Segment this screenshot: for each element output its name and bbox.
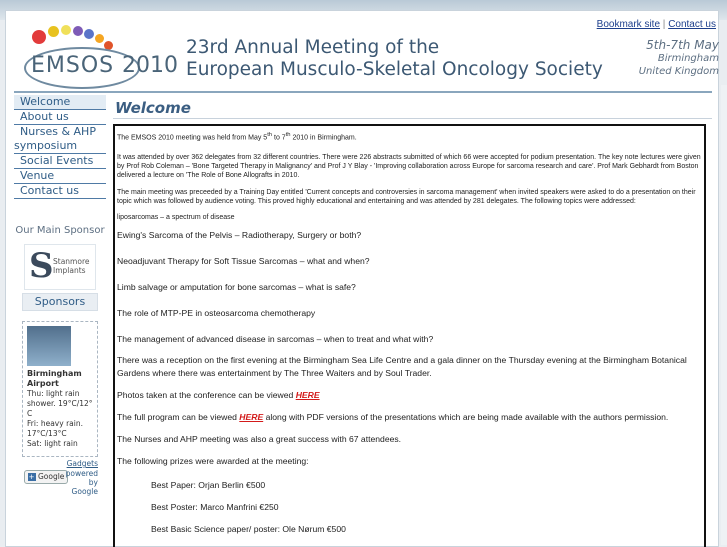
program-paragraph: [115, 411, 704, 424]
stanmore-s-icon: S: [29, 246, 54, 286]
nav-contact-us[interactable]: Contact us: [14, 184, 106, 199]
title-line-2: European Musculo-Skeletal Oncology Society: [186, 59, 603, 80]
nav-symposium[interactable]: symposium: [14, 139, 106, 154]
list-item: [115, 308, 704, 319]
list-item: [115, 282, 704, 293]
header-divider: [14, 91, 712, 93]
main-content: [113, 124, 706, 547]
google-button-label: Google: [37, 472, 65, 481]
prizes-lead: The following prizes were awarded at the meeting:: [117, 456, 309, 467]
topic-list: [115, 230, 704, 345]
powered-text: powered: [65, 469, 98, 478]
powered-by-google: [66, 469, 98, 496]
nav-welcome[interactable]: Welcome: [14, 95, 106, 110]
page-title: Welcome: [115, 99, 191, 117]
date-city: Birmingham: [657, 53, 719, 64]
prize-item: Best Poster: Marco Manfrini €250: [151, 502, 279, 513]
prize-item: Best Basic Science paper/ poster: Ole Nørum €500: [151, 524, 346, 535]
gadgets-link[interactable]: Gadgets: [66, 459, 98, 468]
event-dates: [639, 38, 719, 78]
topic-text: The management of advanced disease in sarcomas – when to treat and what with?: [117, 334, 434, 345]
sponsor-logo[interactable]: [24, 244, 96, 290]
intro-post: 2010 in Birmingham.: [290, 134, 357, 142]
topic-lead: liposarcomas – a spectrum of disease: [117, 214, 235, 222]
weather-widget: [22, 321, 98, 457]
program-text: The full program can be viewed: [117, 412, 240, 423]
google-gadget: [22, 470, 98, 498]
photos-here-link[interactable]: HERE: [295, 390, 320, 401]
sponsor-name: [53, 257, 89, 275]
intro-paragraph: [115, 131, 704, 142]
topic-text: Neoadjuvant Therapy for Soft Tissue Sarcomas – what and when?: [117, 256, 370, 267]
weather-rain-icon: [27, 326, 71, 366]
plus-icon: +: [28, 473, 35, 481]
sponsor-heading: Our Main Sponsor: [15, 225, 105, 236]
emsos-logo[interactable]: [18, 22, 178, 97]
top-links: [597, 19, 716, 30]
contact-link[interactable]: Contact us: [668, 19, 716, 30]
nav-about-us[interactable]: About us: [14, 110, 106, 125]
topic-text: Limb salvage or amputation for bone sarcomas – what is safe?: [117, 282, 356, 293]
prize-item: Best Paper: Orjan Berlin €500: [151, 480, 266, 491]
topic-text: Ewing's Sarcoma of the Pelvis – Radiotherapy, Surgery or both?: [117, 230, 362, 241]
nurses-paragraph: The Nurses and AHP meeting was also a great success with 67 attendees.: [117, 434, 402, 445]
add-to-google-button[interactable]: [24, 470, 68, 484]
training-day-paragraph: The main meeting was preceeded by a Training Day entitled 'Current concepts and controversies in sarcoma management' when invited speakers were asked to do a presentation on their topic which was followed by audience voting. This proved highly educational and entertaining and was attended by 281 delegates. The following topics were addressed:: [117, 189, 696, 206]
logo-year: 2010: [122, 53, 178, 78]
program-here-link[interactable]: HERE: [239, 412, 264, 423]
reception-paragraph: There was a reception on the first evening at the Birmingham Sea Life Centre and a gala dinner on the Thursday evening at the Birmingham Botanical Gardens where there was entertainment by The Three Waiters and by Soul Trader.: [117, 355, 687, 379]
sidebar: [14, 95, 106, 498]
nav-nurses-ahp[interactable]: Nurses & AHP: [20, 125, 96, 138]
title-line-1: 23rd Annual Meeting of the: [186, 37, 440, 58]
weather-sat: Sat: light rain: [27, 439, 78, 448]
photos-text: Photos taken at the conference can be viewed: [117, 390, 296, 401]
sponsors-button[interactable]: Sponsors: [22, 293, 98, 311]
sponsor-name-line1: Stanmore: [53, 257, 90, 266]
sponsor-name-line2: Implants: [53, 266, 86, 275]
program-text-post: along with PDF versions of the presentations which are being made available with the authors permission.: [263, 412, 669, 423]
photos-paragraph: [115, 389, 704, 402]
weather-today: Thu: light rain shower. 19°C/12° C: [27, 389, 93, 418]
title-divider: [113, 118, 712, 119]
date-country: United Kingdom: [638, 66, 719, 77]
attendance-paragraph: It was attended by over 362 delegates from 32 different countries. There were 226 abstracts submitted of which 66 were accepted for podium presentation. The key note lectures were given by Prof Rob Coleman – 'Bone Targeted Therapy in Malignancy' and Prof J Y Blay - 'Improving collaboration across Europe for sarcoma research and care'. Prof Mark Gebhardt from Boston delivered a lecture on 'The Role of Bone Allografts in 2010.: [117, 154, 701, 180]
separator: |: [662, 19, 669, 30]
list-item: [115, 334, 704, 345]
logo-name: EMSOS: [31, 53, 115, 78]
page-banner-title: [186, 37, 603, 81]
sidebar-nav: [14, 95, 106, 199]
date-range: 5th-7th May: [646, 38, 719, 52]
list-item: [115, 256, 704, 267]
intro-mid: to 7: [272, 134, 286, 142]
topic-text: The role of MTP-PE in osteosarcoma chemotherapy: [117, 308, 316, 319]
scrollbar[interactable]: [721, 85, 727, 545]
by-text: by: [88, 478, 98, 487]
intro-pre: The EMSOS 2010 meeting was held from May 5: [117, 134, 268, 142]
nav-social-events[interactable]: Social Events: [14, 154, 106, 169]
weather-fri: Fri: heavy rain. 17°C/13°C: [27, 419, 83, 438]
bookmark-link[interactable]: Bookmark site: [596, 19, 661, 30]
intro-sup-1: th: [267, 132, 273, 138]
weather-place-2: Airport: [27, 379, 59, 388]
list-item: [115, 230, 704, 241]
intro-sup-2: th: [285, 132, 291, 138]
weather-place: Birmingham: [27, 369, 82, 378]
google-text: Google: [71, 487, 98, 496]
nav-venue[interactable]: Venue: [14, 169, 106, 184]
